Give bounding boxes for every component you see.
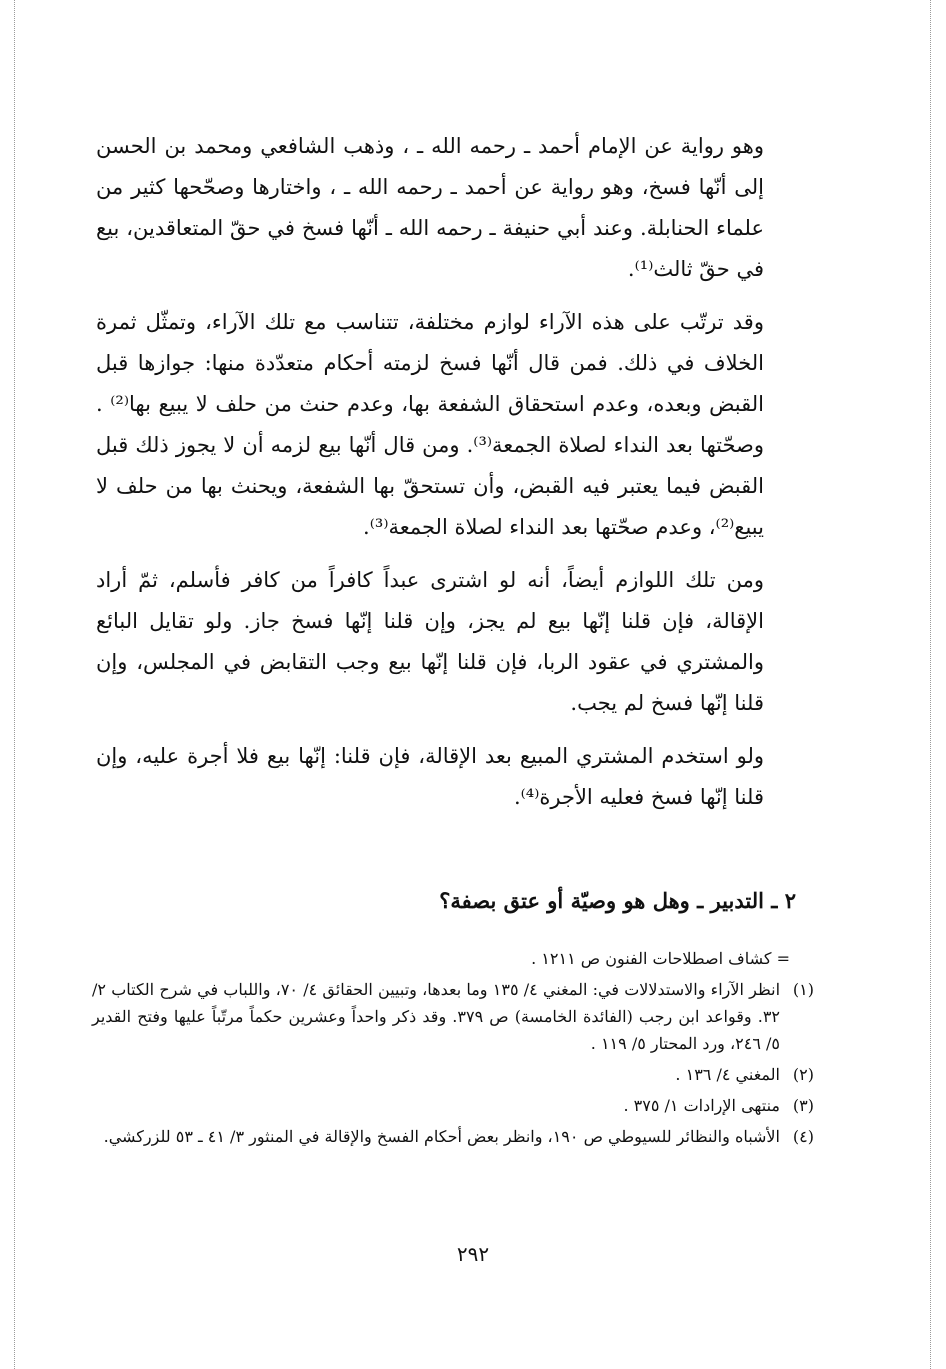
paragraph-4: ولو استخدم المشتري المبيع بعد الإقالة، فإن قلنا: إنّها بيع فلا أجرة عليه، وإن قلنا إنّها فسخ فعليه الأجرة⁽⁴⁾. — [96, 744, 764, 809]
footnote-text: منتهى الإرادات ١/ ٣٧٥ . — [623, 1096, 780, 1115]
footnote-number: (٢) — [792, 1065, 814, 1084]
footnote-text: انظر الآراء والاستدلالات في: المغني ٤/ ١٣٥ وما بعدها، وتبيين الحقائق ٤/ ٧٠، واللباب في شرح الكتاب ٢/ ٣٢. وقواعد ابن رجب (الفائدة الخامسة) ص ٣٧٩. وقد ذكر واحداً وعشرين حكماً مرتّباً عليها وفتح القدير ٥/ ٢٤٦، ورد المحتار ٥/ ١١٩ . — [92, 980, 781, 1053]
footnote-number: (٣) — [792, 1096, 814, 1115]
footnote-continuation: = كشاف اصطلاحات الفنون ص ١٢١١ . — [531, 949, 790, 968]
footnote-list — [92, 976, 814, 1150]
footnote-2 — [92, 1061, 814, 1088]
page-number: ٢٩٢ — [456, 1242, 490, 1266]
section-heading: ٢ ـ التدبير ـ وهل هو وصيّة أو عتق بصفة؟ — [439, 888, 796, 913]
scan-edge-left — [14, 0, 15, 1369]
scan-edge-right — [930, 0, 931, 1369]
paragraph-1: وهو رواية عن الإمام أحمد ـ رحمه الله ـ ، وذهب الشافعي ومحمد بن الحسن إلى أنّها فسخ، وهو رواية عن أحمد ـ رحمه الله ـ ، واختارها وصحّحها كثير من علماء الحنابلة. وعند أبي حنيفة ـ رحمه الله ـ أنّها فسخ في حقّ المتعاقدين، بيع في حقّ ثالث⁽¹⁾. — [96, 134, 764, 281]
footnote-number: (٤) — [792, 1127, 814, 1146]
footnote-text: الأشباه والنظائر للسيوطي ص ١٩٠، وانظر بعض أحكام الفسخ والإقالة في المنثور ٣/ ٤١ ـ ٥٣ للزركشي. — [103, 1127, 780, 1146]
footnote-text: المغني ٤/ ١٣٦ . — [675, 1065, 780, 1084]
paragraph-2: وقد ترتّب على هذه الآراء لوازم مختلفة، تتناسب مع تلك الآراء، وتمثّل ثمرة الخلاف في ذلك. فمن قال أنّها فسخ لزمته أحكام متعدّدة منها: جوازها قبل القبض وبعده، وعدم استحقاق الشفعة بها، وعدم حنث من حلف لا يبيع بها⁽²⁾ . وصحّتها بعد النداء لصلاة الجمعة⁽³⁾. ومن قال أنّها بيع لزمه أن لا يجوز ذلك قبل القبض فيما يعتبر فيه القبض، وأن تستحقّ بها الشفعة، ويحنث بها من حلف لا يبيع⁽²⁾، وعدم صحّتها بعد النداء لصلاة الجمعة⁽³⁾. — [96, 310, 764, 539]
footnote-1 — [92, 976, 814, 1057]
footnote-number: (١) — [792, 980, 814, 999]
footnotes — [92, 945, 814, 1154]
main-text — [96, 126, 764, 818]
footnote-4 — [92, 1123, 814, 1150]
footnote-3 — [92, 1092, 814, 1119]
paragraph-3: ومن تلك اللوازم أيضاً، أنه لو اشترى عبداً كافراً من كافر فأسلم، ثمّ أراد الإقالة، فإن قلنا إنّها بيع لم يجز، وإن قلنا إنّها فسخ جاز. ولو تقايل البائع والمشتري في عقود الربا، فإن قلنا إنّها بيع وجب التقابض في المجلس، وإن قلنا إنّها فسخ لم يجب. — [96, 568, 764, 715]
